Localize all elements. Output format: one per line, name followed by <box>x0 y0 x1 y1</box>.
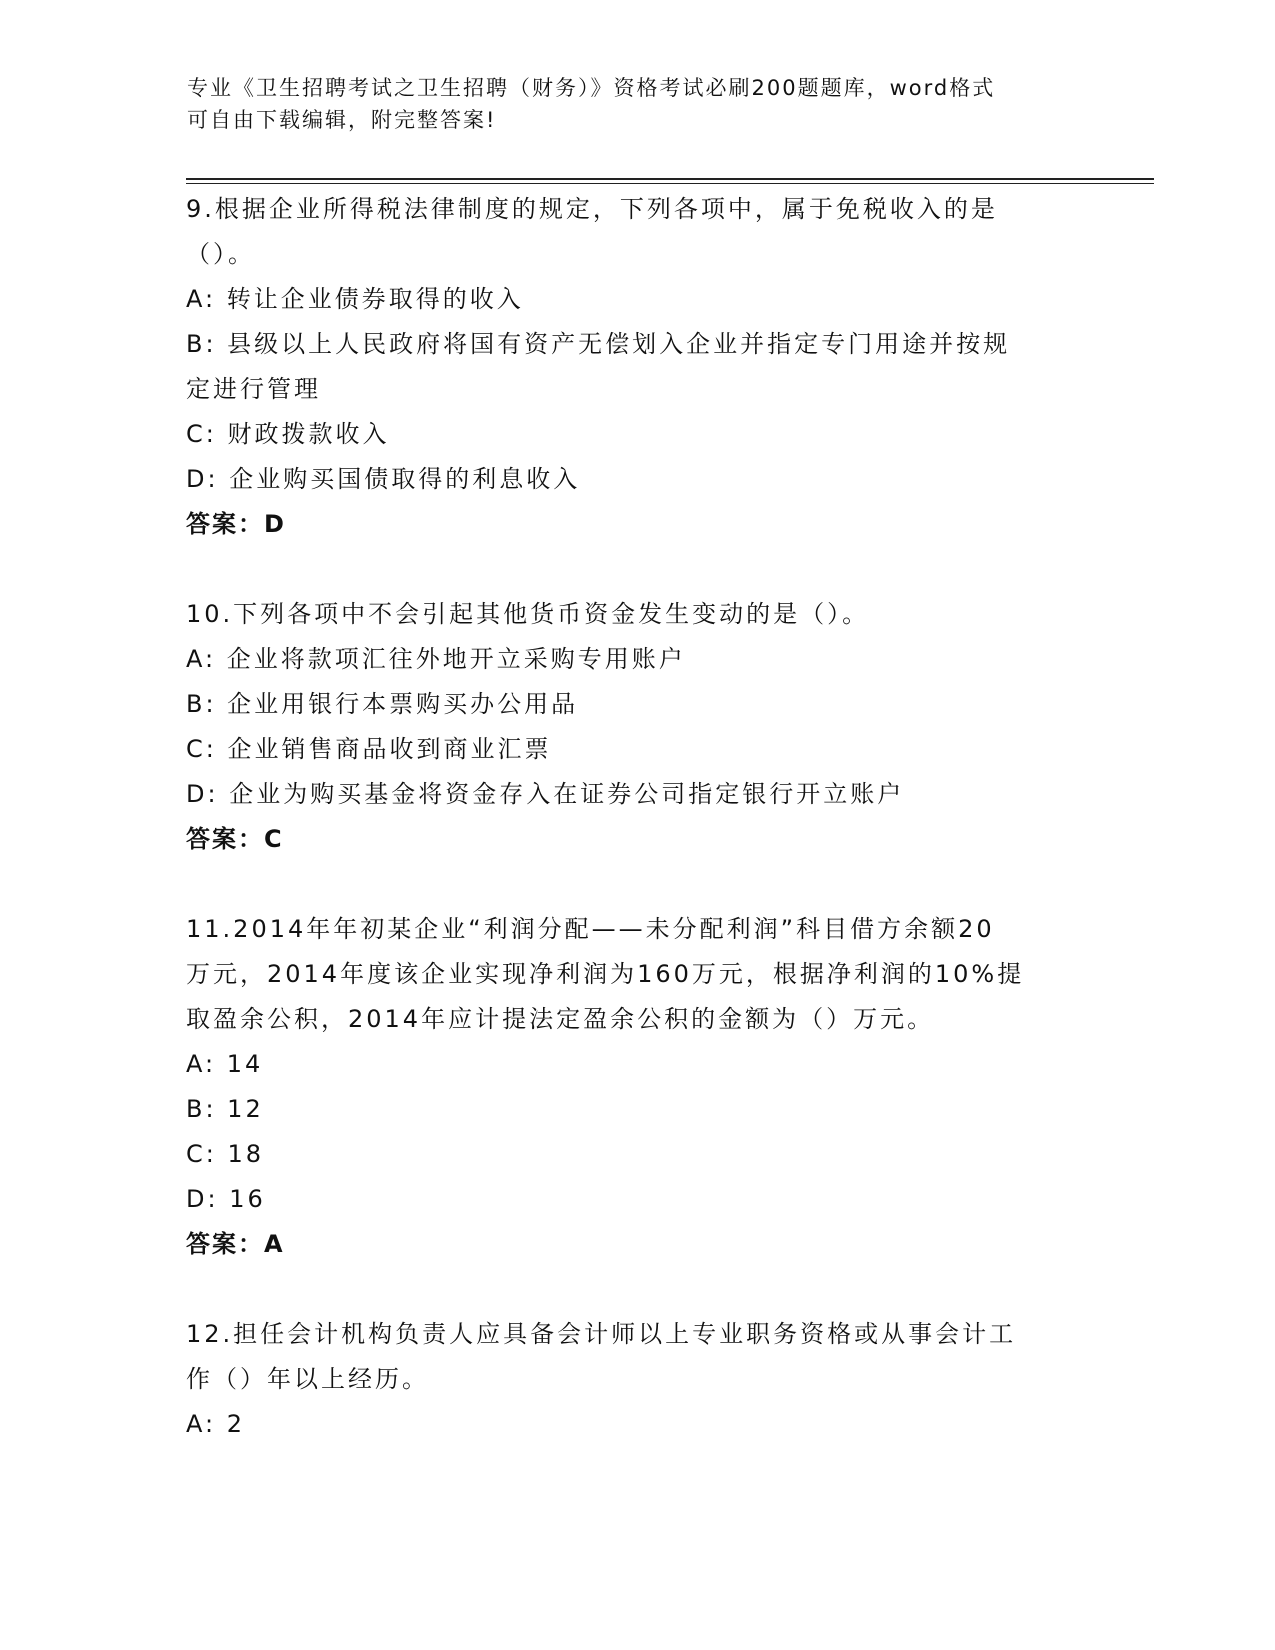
answer-key: 答案：A <box>186 1230 285 1258</box>
answer-option-line: B: 企业用银行本票购买办公用品 <box>186 690 579 718</box>
answer-option-line: 定进行管理 <box>186 375 321 403</box>
answer-option-line: C: 企业销售商品收到商业汇票 <box>186 735 552 763</box>
question-stem-line: 作（）年以上经历。 <box>186 1365 429 1393</box>
answer-option-line: B: 县级以上人民政府将国有资产无偿划入企业并指定专门用途并按规 <box>186 330 1011 358</box>
answer-option-line: D: 企业为购买基金将资金存入在证券公司指定银行开立账户 <box>186 780 905 808</box>
header-line-1: 专业《卫生招聘考试之卫生招聘（财务）》资格考试必刷200题题库，word格式 <box>187 76 996 100</box>
answer-option-line: A: 14 <box>186 1050 264 1078</box>
question-block <box>186 1312 1086 1447</box>
question-block <box>186 592 1086 862</box>
question-stem-line: 11.2014年年初某企业“利润分配——未分配利润”科目借方余额20 <box>186 915 995 943</box>
question-stem-line: 9.根据企业所得税法律制度的规定，下列各项中，属于免税收入的是 <box>186 195 998 223</box>
answer-option-line: C: 18 <box>186 1140 265 1168</box>
answer-key: 答案：D <box>186 510 286 538</box>
question-stem-line: 万元，2014年度该企业实现净利润为160万元，根据净利润的10%提 <box>186 960 1025 988</box>
header-divider-thick <box>186 178 1154 180</box>
header-line-2: 可自由下载编辑，附完整答案! <box>187 108 497 132</box>
answer-option-line: C: 财政拨款收入 <box>186 420 390 448</box>
answer-option-line: A: 转让企业债券取得的收入 <box>186 285 524 313</box>
question-stem-line: 12.担任会计机构负责人应具备会计师以上专业职务资格或从事会计工 <box>186 1320 1017 1348</box>
answer-option-line: B: 12 <box>186 1095 264 1123</box>
answer-option-line: D: 企业购买国债取得的利息收入 <box>186 465 581 493</box>
answer-option-line: A: 企业将款项汇往外地开立采购专用账户 <box>186 645 686 673</box>
answer-option-line: A: 2 <box>186 1410 245 1438</box>
header-divider-thin <box>186 183 1154 184</box>
answer-key: 答案：C <box>186 825 284 853</box>
question-stem-line: 取盈余公积，2014年应计提法定盈余公积的金额为（）万元。 <box>186 1005 935 1033</box>
document-header <box>187 72 1087 136</box>
question-block <box>186 907 1086 1267</box>
question-stem-line: 10.下列各项中不会引起其他货币资金发生变动的是（）。 <box>186 600 870 628</box>
question-block <box>186 187 1086 547</box>
question-stem-line: （）。 <box>186 240 255 268</box>
question-list <box>186 187 1086 1492</box>
answer-option-line: D: 16 <box>186 1185 266 1213</box>
